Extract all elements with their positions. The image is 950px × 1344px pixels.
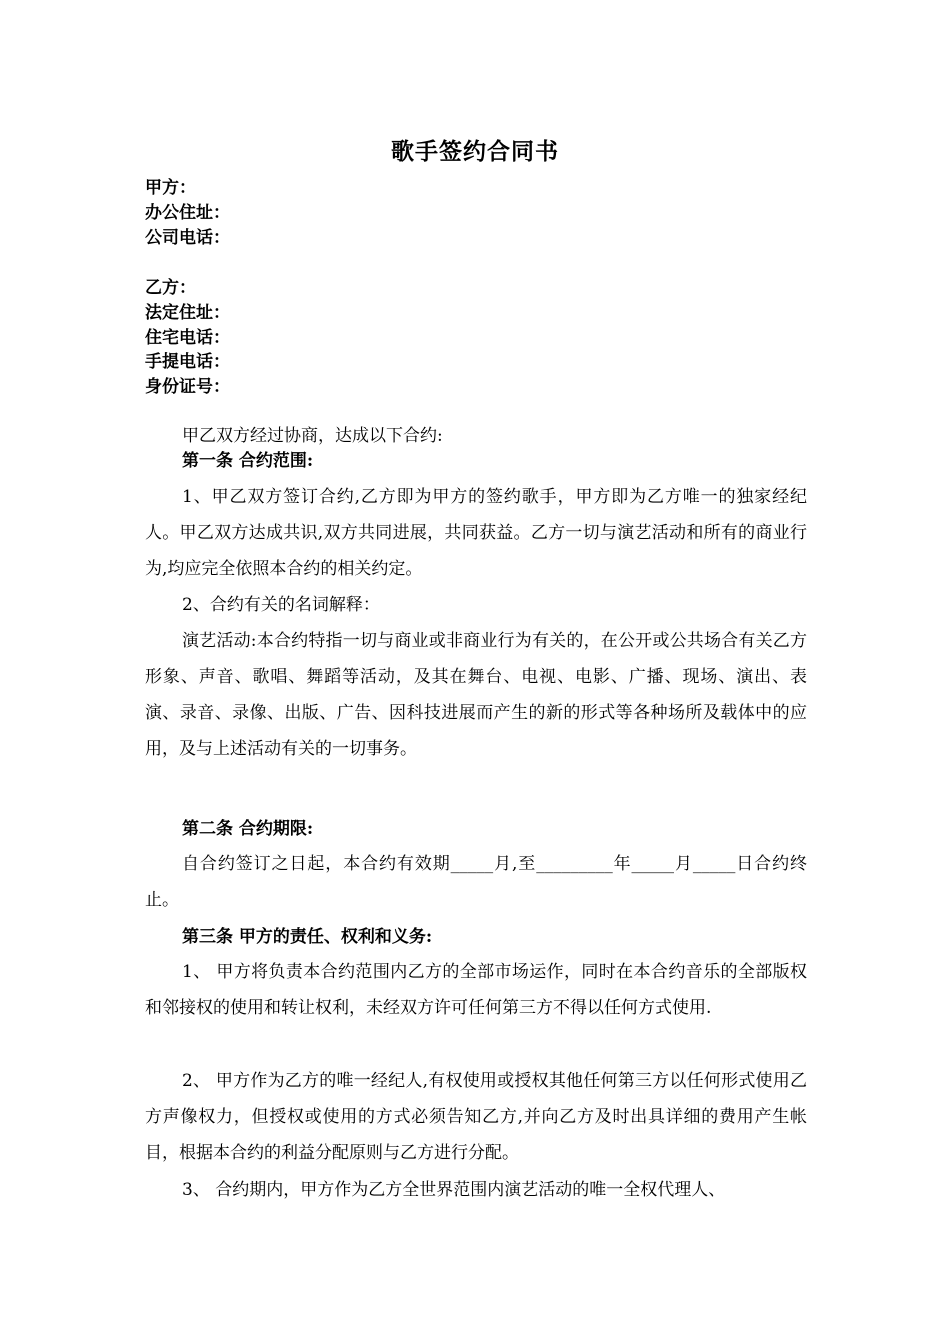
- article-3-heading: 第三条 甲方的责任、权利和义务:: [182, 927, 433, 947]
- article-2-heading: 第二条 合约期限:: [182, 819, 314, 839]
- id-number-label: 身份证号：: [145, 377, 230, 397]
- document-title: 歌手签约合同书: [391, 138, 559, 165]
- intro-text: 甲乙双方经过协商，达成以下合约:: [182, 426, 443, 446]
- mobile-phone-label: 手提电话：: [145, 352, 230, 372]
- office-address-label: 办公住址：: [145, 203, 230, 223]
- home-phone-label: 住宅电话：: [145, 328, 230, 348]
- article-1-paragraph-3: 演艺活动:本合约特指一切与商业或非商业行为有关的，在公开或公共场合有关乙方形象、声音、歌唱、舞蹈等活动，及其在舞台、电视、电影、广播、现场、演出、表演、录音、录像、出版、广告、因科技进展而产生的新的形式等各种场所及载体中的应用，及与上述活动有关的一切事务。: [145, 631, 807, 759]
- legal-address-label: 法定住址：: [145, 303, 230, 323]
- company-phone-label: 公司电话：: [145, 228, 230, 248]
- article-2-paragraph-1: 自合约签订之日起，本合约有效期_____月,至_________年_____月_____日合约终止。: [145, 854, 807, 910]
- article-3-paragraph-3: 3、 合约期内，甲方作为乙方全世界范围内演艺活动的唯一全权代理人、: [182, 1180, 726, 1200]
- article-1-heading: 第一条 合约范围:: [182, 451, 314, 471]
- article-3-paragraph-1: 1、 甲方将负责本合约范围内乙方的全部市场运作，同时在本合约音乐的全部版权和邻接权的使用和转让权利，未经双方许可任何第三方不得以任何方式使用.: [145, 962, 807, 1018]
- party-b-label: 乙方：: [145, 278, 196, 298]
- article-1-paragraph-2: 2、合约有关的名词解释：: [182, 595, 380, 615]
- party-a-label: 甲方：: [145, 178, 196, 198]
- article-3-paragraph-2: 2、 甲方作为乙方的唯一经纪人,有权使用或授权其他任何第三方以任何形式使用乙方声像权力，但授权或使用的方式必须告知乙方,并向乙方及时出具详细的费用产生帐目，根据本合约的利益分配原则与乙方进行分配。: [145, 1071, 807, 1163]
- article-1-paragraph-1: 1、甲乙双方签订合约,乙方即为甲方的签约歌手，甲方即为乙方唯一的独家经纪人。甲乙双方达成共识,双方共同进展，共同获益。乙方一切与演艺活动和所有的商业行为,均应完全依照本合约的相关约定。: [145, 487, 807, 579]
